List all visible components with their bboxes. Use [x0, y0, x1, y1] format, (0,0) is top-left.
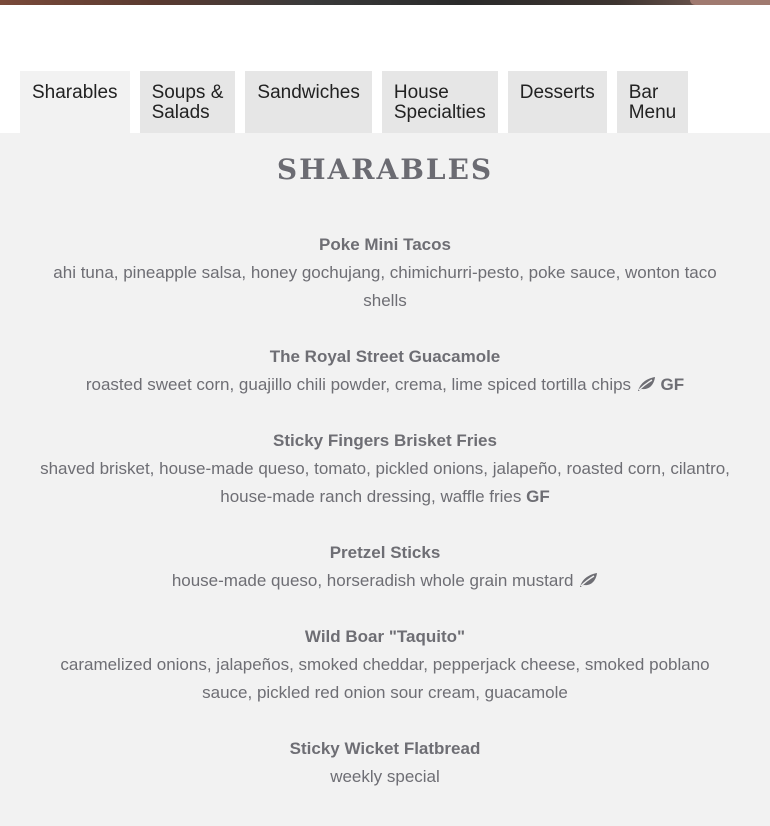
gluten-free-badge: GF — [526, 487, 550, 506]
item-name: Sticky Fingers Brisket Fries — [273, 431, 497, 450]
item-name: Sticky Wicket Flatbread — [289, 739, 481, 758]
tab-soups-salads[interactable]: Soups & Salads — [140, 71, 236, 133]
item-description-wrap — [20, 455, 750, 511]
menu-panel — [0, 133, 770, 826]
tab-sandwiches[interactable]: Sandwiches — [245, 71, 371, 133]
item-description: shaved brisket, house-made queso, tomato, pickled onions, jalapeño, roasted corn, cilantro, house-made ranch dressing, waffle fries — [40, 459, 730, 506]
item-name: Wild Boar "Taquito" — [304, 627, 466, 646]
item-description: weekly special — [330, 767, 440, 786]
section-title: SHARABLES — [276, 153, 494, 186]
item-description: ahi tuna, pineapple salsa, honey gochujang, chimichurri-pesto, poke sauce, wonton taco shells — [53, 263, 717, 310]
item-description: caramelized onions, jalapeños, smoked cheddar, pepperjack cheese, smoked poblano sauce, pickled red onion sour cream, guacamole — [60, 655, 710, 702]
item-description: house-made queso, horseradish whole grain mustard — [171, 571, 574, 590]
item-description-wrap — [0, 567, 770, 595]
menu-item — [0, 735, 770, 791]
menu-items — [0, 231, 770, 819]
leaf-icon — [578, 572, 598, 588]
item-name: Pretzel Sticks — [329, 543, 441, 562]
tab-bar-menu[interactable]: Bar Menu — [617, 71, 689, 133]
menu-item — [0, 539, 770, 595]
item-name: The Royal Street Guacamole — [269, 347, 501, 366]
menu-item — [0, 231, 770, 315]
menu-item — [0, 427, 770, 511]
tab-sharables[interactable]: Sharables — [20, 71, 130, 133]
leaf-icon — [636, 376, 656, 392]
tab-desserts[interactable]: Desserts — [508, 71, 607, 133]
item-name: Poke Mini Tacos — [319, 235, 451, 254]
menu-item — [0, 343, 770, 399]
hero-image-strip — [0, 0, 770, 5]
item-description: roasted sweet corn, guajillo chili powder, crema, lime spiced tortilla chips — [85, 375, 632, 394]
item-description-wrap — [0, 371, 770, 399]
menu-item — [0, 623, 770, 707]
gluten-free-badge: GF — [660, 375, 685, 394]
menu-tabs — [20, 71, 698, 133]
tab-house-specialties[interactable]: House Specialties — [382, 71, 498, 133]
